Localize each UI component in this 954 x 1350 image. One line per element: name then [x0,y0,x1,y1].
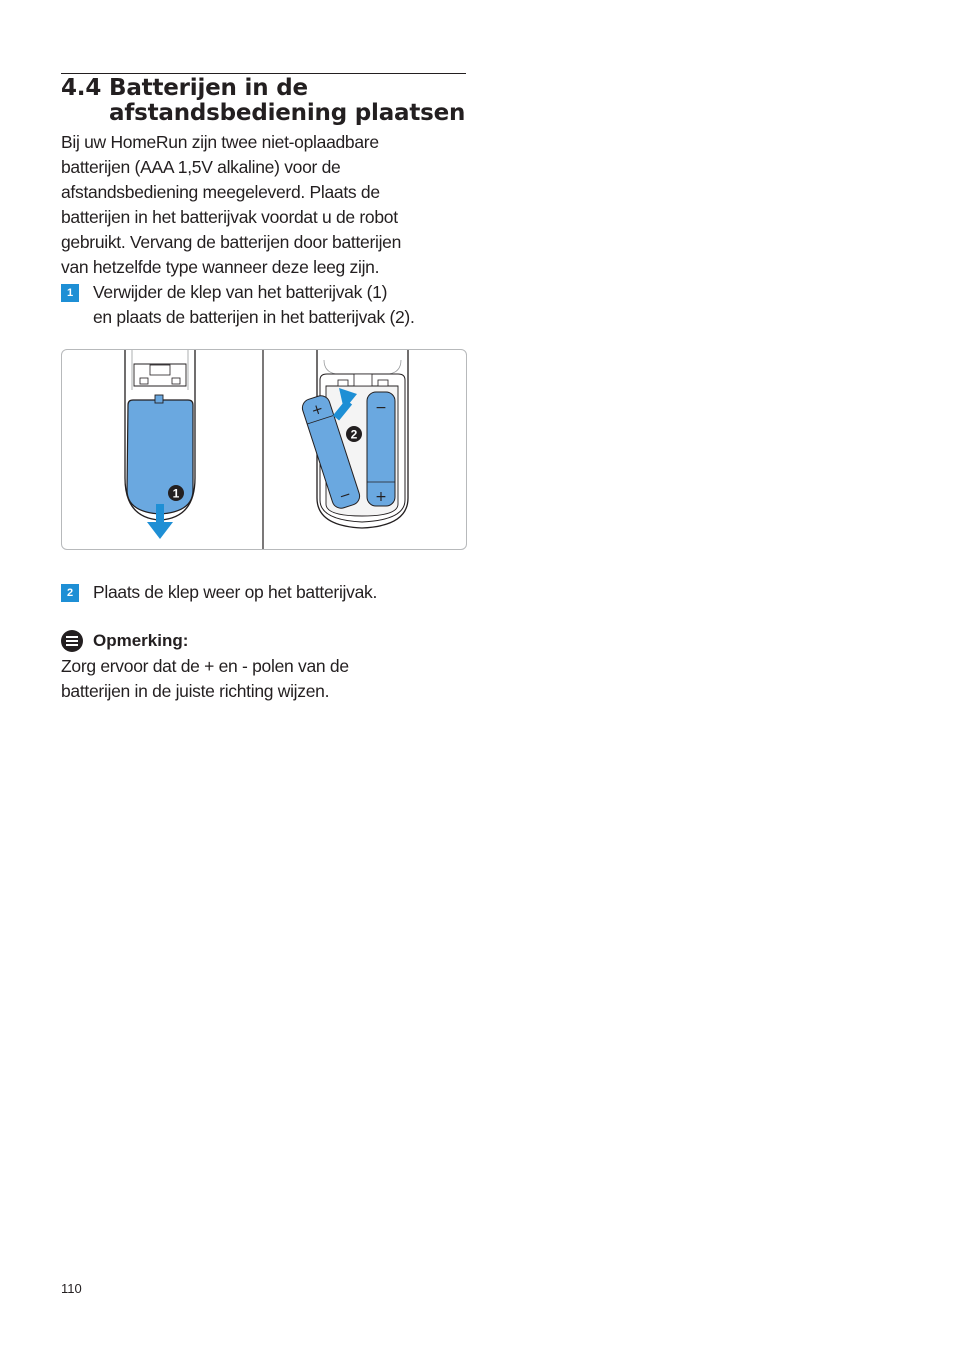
intro-line: batterijen (AAA 1,5V alkaline) voor de [61,157,341,177]
battery-illustration [61,349,467,550]
intro-line: van hetzelfde type wanneer deze leeg zijn. [61,257,380,277]
note-title: Opmerking: [93,631,189,650]
intro-line: afstandsbediening meegeleverd. Plaats de [61,182,380,202]
intro-paragraph [61,130,461,280]
note-line: Zorg ervoor dat de + en - polen van de [61,656,349,676]
step-line: en plaats de batterijen in het batterijvak (2). [93,307,415,327]
step-text [93,280,415,330]
callout-2-label: 2 [350,427,358,442]
battery-installed [367,392,395,506]
plus-sign: + [375,489,387,505]
step-number-badge: 2 [61,584,79,602]
step-number-badge: 1 [61,284,79,302]
step-line: Plaats de klep weer op het batterijvak. [93,582,378,602]
intro-line: batterijen in het batterijvak voordat u de robot [61,207,398,227]
callout-1-label: 1 [172,486,180,501]
section-heading [61,76,481,126]
minus-sign: − [337,486,354,506]
step-2 [61,580,471,605]
callout-1 [168,485,184,501]
section-number: 4.4 [61,75,102,101]
intro-line: gebruikt. Vervang de batterijen door batterijen [61,232,402,252]
note-text [61,654,461,704]
section-rule [61,73,466,74]
battery-illustration-svg [62,350,466,549]
callout-2 [346,426,362,442]
step-line: Verwijder de klep van het batterijvak (1) [93,282,388,302]
step-text [93,580,377,605]
note-icon [61,630,83,652]
intro-line: Bij uw HomeRun zijn twee niet-oplaadbare [61,132,379,152]
step-1 [61,280,471,330]
section-title-line-1: Batterijen in de [109,75,308,101]
note-line: batterijen in de juiste richting wijzen. [61,681,330,701]
plus-sign: + [309,400,326,420]
page-number: 110 [61,1281,82,1296]
minus-sign: − [375,400,387,416]
section-title-line-2: afstandsbediening plaatsen [109,100,466,126]
